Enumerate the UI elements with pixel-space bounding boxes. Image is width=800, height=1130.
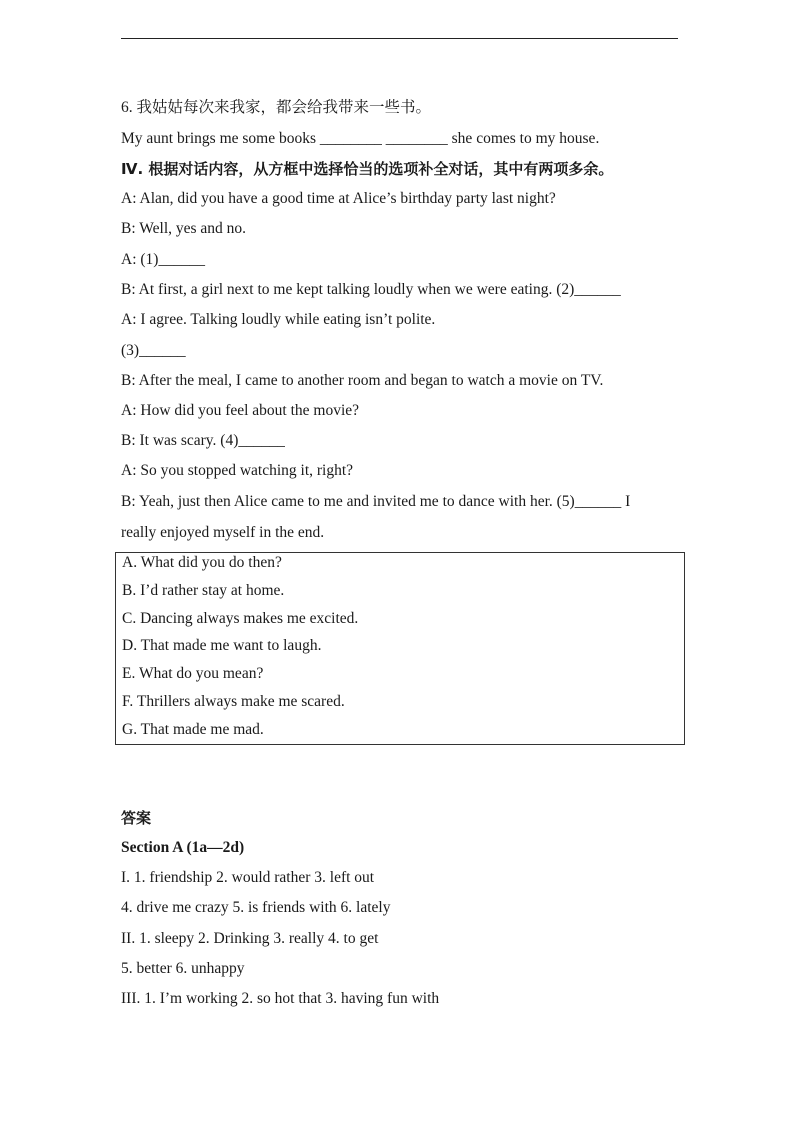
option-b: B. I’d rather stay at home. <box>122 582 285 599</box>
dialogue-line-11: B: Yeah, just then Alice came to me and invited me to dance with her. (5)______ I <box>121 493 631 510</box>
dialogue-line-3: A: (1)______ <box>121 251 205 268</box>
dialogue-line-2: B: Well, yes and no. <box>121 220 247 237</box>
answer-line-3: II. 1. sleepy 2. Drinking 3. really 4. to get <box>121 930 379 947</box>
option-a: A. What did you do then? <box>122 554 282 571</box>
header-rule <box>121 38 678 39</box>
answer-line-1: I. 1. friendship 2. would rather 3. left out <box>121 869 375 886</box>
item6-chinese: 6. 我姑姑每次来我家，都会给我带来一些书。 <box>121 99 432 116</box>
answers-section-label: Section A (1a—2d) <box>121 839 245 856</box>
dialogue-line-5: A: I agree. Talking loudly while eating isn’t polite. <box>121 311 436 328</box>
option-d: D. That made me want to laugh. <box>122 637 322 654</box>
section4-heading: Ⅳ. 根据对话内容，从方框中选择恰当的选项补全对话，其中有两项多余。 <box>121 160 614 178</box>
dialogue-line-8: A: How did you feel about the movie? <box>121 402 360 419</box>
dialogue-line-10: A: So you stopped watching it, right? <box>121 462 354 479</box>
item6-english: My aunt brings me some books ________ ________ she comes to my house. <box>121 130 600 147</box>
option-g: G. That made me mad. <box>122 721 264 738</box>
dialogue-line-7: B: After the meal, I came to another room and began to watch a movie on TV. <box>121 372 604 389</box>
answers-title: 答案 <box>121 809 152 827</box>
option-c: C. Dancing always makes me excited. <box>122 610 359 627</box>
options-box <box>115 552 685 745</box>
answer-line-5: III. 1. I’m working 2. so hot that 3. having fun with <box>121 990 440 1007</box>
dialogue-line-6: (3)______ <box>121 342 186 359</box>
answer-line-2: 4. drive me crazy 5. is friends with 6. lately <box>121 899 391 916</box>
dialogue-line-4: B: At first, a girl next to me kept talking loudly when we were eating. (2)______ <box>121 281 621 298</box>
dialogue-line-9: B: It was scary. (4)______ <box>121 432 285 449</box>
option-e: E. What do you mean? <box>122 665 264 682</box>
option-f: F. Thrillers always make me scared. <box>122 693 345 710</box>
dialogue-line-1: A: Alan, did you have a good time at Alice’s birthday party last night? <box>121 190 556 207</box>
dialogue-line-12: really enjoyed myself in the end. <box>121 524 325 541</box>
answer-line-4: 5. better 6. unhappy <box>121 960 245 977</box>
